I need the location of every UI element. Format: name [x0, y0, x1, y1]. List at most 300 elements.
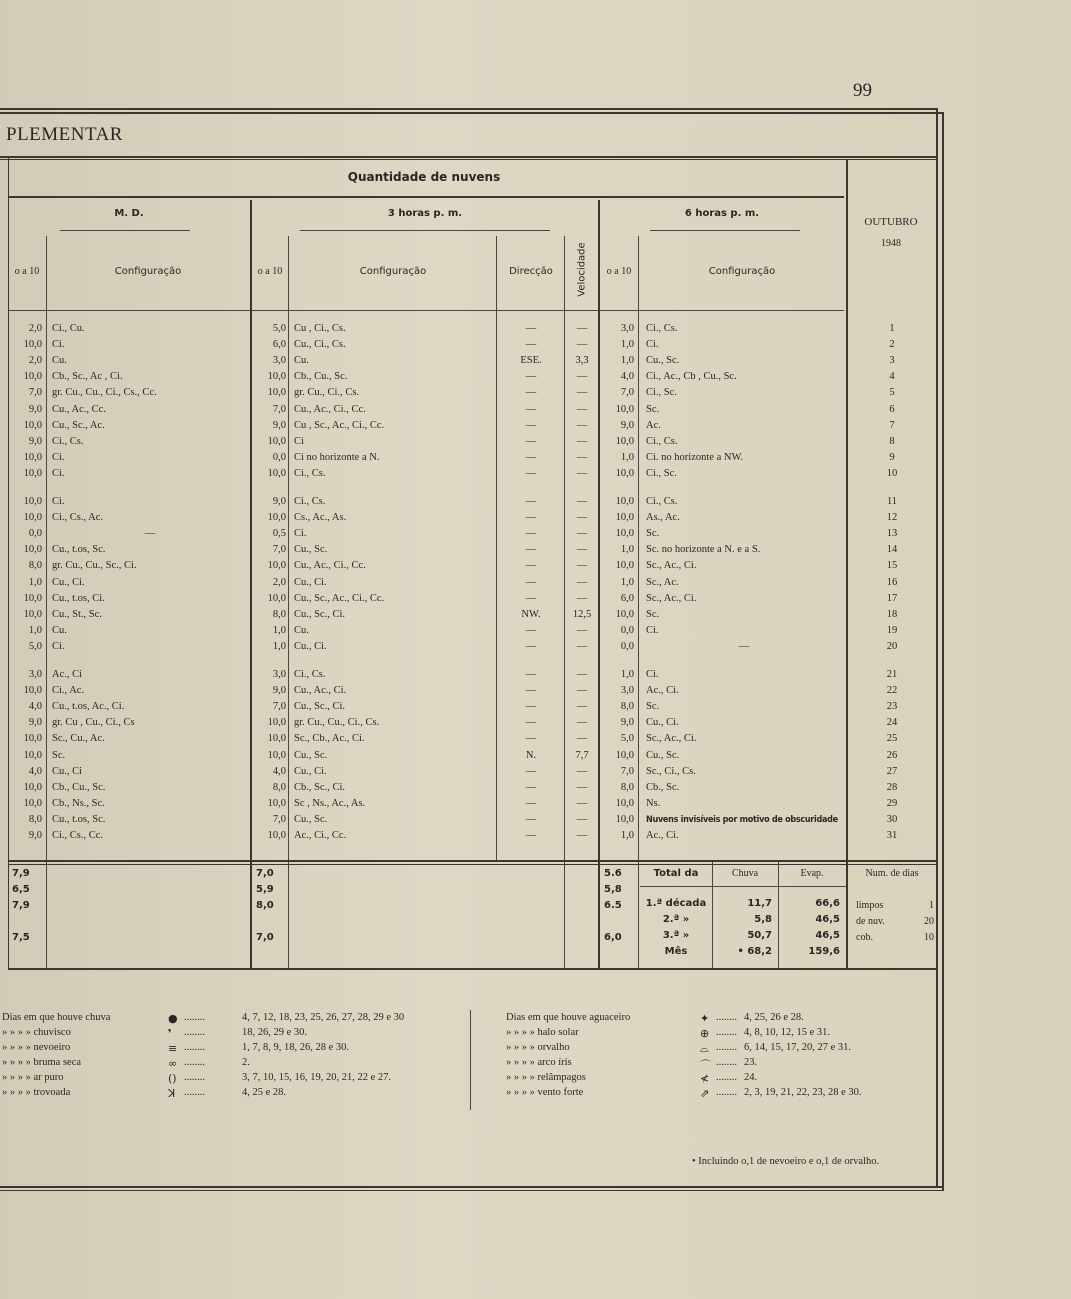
totals-bottom-rule — [8, 968, 936, 970]
day-number: 17 — [886, 592, 898, 604]
p6-config: Sc. — [646, 528, 660, 540]
p3-config: Cu., Ci. — [294, 640, 327, 652]
leader-dots: ........ — [716, 1042, 737, 1053]
legend-symbol-icon: ⊕ — [700, 1027, 710, 1040]
md-value: 10,0 — [23, 749, 42, 761]
p3-value: 7,0 — [272, 403, 286, 415]
p3-config: Cu. — [294, 355, 309, 367]
direction: — — [525, 813, 537, 825]
totals-top-rule — [8, 860, 936, 862]
p3-header: 3 horas p. m. — [387, 208, 463, 219]
direction: — — [525, 323, 537, 334]
md-value: 10,0 — [23, 544, 42, 556]
footnote: • Incluindo o,1 de nevoeiro e o,1 de orvalho. — [692, 1156, 880, 1167]
p6-value: 1,0 — [620, 544, 634, 556]
velocity: 3,3 — [575, 355, 589, 367]
p3-config: Sc , Ns., Ac., As. — [294, 797, 366, 809]
chuva-header: Chuva — [731, 868, 759, 879]
velocity: — — [576, 813, 588, 825]
p3-config: Cu., Sc. — [294, 749, 328, 761]
period-chuva: 11,7 — [747, 898, 772, 909]
direction: — — [525, 467, 537, 479]
p6-config: Sc. — [646, 403, 660, 415]
days-label: cob. — [856, 932, 873, 943]
md-config: gr. Cu , Cu., Ci., Cs — [52, 717, 135, 729]
legend-label: » » » » halo solar — [506, 1027, 579, 1038]
day-number: 22 — [886, 685, 898, 697]
velocity: — — [576, 339, 588, 351]
p6-config: Sc. — [646, 701, 660, 713]
p3-config: Cb., Sc., Ci. — [294, 781, 346, 793]
day-number: 25 — [886, 733, 898, 745]
direction: — — [525, 339, 537, 351]
md-config: gr. Cu., Cu., Sc., Ci. — [52, 560, 137, 572]
legend-label: » » » » nevoeiro — [2, 1042, 71, 1053]
p6-value: 10,0 — [615, 403, 634, 415]
p6-total: 5,8 — [604, 884, 622, 895]
velocity: — — [576, 781, 588, 793]
md-config: Ci., Cu. — [52, 323, 85, 334]
md-config: Cu., t.os, Ci. — [52, 592, 105, 604]
p6-value: 1,0 — [620, 576, 634, 588]
period-evap: 66,6 — [815, 898, 840, 909]
velocity: — — [576, 797, 588, 809]
velocity: — — [576, 685, 588, 697]
legend-days: 4, 7, 12, 18, 23, 25, 26, 27, 28, 29 e 30 — [242, 1012, 405, 1023]
p6-value: 6,0 — [620, 592, 634, 604]
day-number: 2 — [889, 339, 895, 351]
p3-value: 10,0 — [267, 560, 286, 572]
p3-value: 10,0 — [267, 512, 286, 524]
bottom-rule — [0, 1186, 944, 1188]
legend-label: » » » » vento forte — [506, 1087, 584, 1098]
day-number: 19 — [886, 624, 898, 636]
p3-config: Ac., Ci., Cc. — [294, 830, 347, 841]
legend-label: » » » » ar puro — [2, 1072, 64, 1083]
legend-label: » » » » relâmpagos — [506, 1072, 586, 1083]
velocity: 12,5 — [572, 608, 592, 620]
velocity: — — [576, 387, 588, 399]
p6-value: 10,0 — [615, 467, 634, 479]
direction: — — [525, 496, 537, 507]
md-total: 7,9 — [12, 868, 30, 879]
p3-config: gr. Cu., Ci., Cs. — [294, 387, 360, 399]
md-value: 9,0 — [28, 830, 42, 841]
p6-config: Cu., Ci. — [646, 717, 679, 729]
day-number: 15 — [886, 560, 898, 572]
p6-value: 1,0 — [620, 669, 634, 680]
p3-value: 10,0 — [267, 733, 286, 745]
p3-config-header: Configuração — [359, 266, 427, 277]
p6-value: 7,0 — [620, 765, 634, 777]
p3-config: Ci., Cs. — [294, 467, 326, 479]
legend-symbol-icon: ⇗ — [700, 1087, 710, 1100]
days-header: Num. de dias — [865, 868, 919, 879]
md-value: 10,0 — [23, 685, 42, 697]
leader-dots: ........ — [716, 1012, 737, 1023]
p3-value: 9,0 — [272, 496, 286, 507]
direction: NW. — [521, 608, 541, 620]
page-title: PLEMENTAR — [6, 124, 123, 145]
p6-config: Ci., Cs. — [646, 323, 678, 334]
p6-value: 10,0 — [615, 528, 634, 540]
direction: — — [525, 576, 537, 588]
legend-label: » » » » bruma seca — [2, 1057, 82, 1068]
period-label: Mês — [664, 946, 688, 957]
p3-value: 10,0 — [267, 717, 286, 729]
direction: — — [525, 435, 537, 447]
md-config: Ci. — [52, 467, 65, 479]
velocity-label: Velocidade — [576, 242, 588, 297]
velocity: — — [576, 451, 588, 463]
leader-dots: ........ — [184, 1042, 205, 1053]
md-config: — — [144, 528, 156, 540]
p6-config: Sc., Ac., Ci. — [646, 560, 697, 572]
p6-total: 6.5 — [604, 900, 622, 911]
legend-days: 2, 3, 19, 21, 22, 23, 28 e 30. — [744, 1087, 862, 1098]
legend-symbol-icon: ∞ — [168, 1057, 178, 1070]
day-number: 5 — [889, 387, 895, 399]
rain-header: Total da — [653, 868, 699, 879]
p6-value: 10,0 — [615, 608, 634, 620]
p3-value: 10,0 — [267, 387, 286, 399]
p3-value: 10,0 — [267, 797, 286, 809]
direction: — — [525, 371, 537, 383]
day-number: 8 — [889, 435, 895, 447]
velocity: — — [576, 830, 588, 841]
velocity: — — [576, 701, 588, 713]
md-total: 7,9 — [12, 900, 30, 911]
p3-config: Ci — [294, 435, 304, 447]
md-config: Ci., Cs. — [52, 435, 84, 447]
md-config: Ci., Cs., Ac. — [52, 512, 104, 524]
p3-total: 7,0 — [256, 932, 274, 943]
md-config: Sc., Cu., Ac. — [52, 733, 105, 745]
p6-value: 3,0 — [620, 685, 634, 697]
p3-config: Cu., Sc., Ci. — [294, 608, 346, 620]
md-brace — [60, 230, 190, 231]
p3-value: 7,0 — [272, 701, 286, 713]
md-value: 4,0 — [28, 765, 42, 777]
bottom-rule-2 — [0, 1190, 944, 1191]
direction: — — [525, 781, 537, 793]
legend-days: 23. — [744, 1057, 758, 1068]
velocity: — — [576, 512, 588, 524]
direction: — — [525, 512, 537, 524]
period-label: 3.ª » — [662, 930, 690, 941]
day-number: 26 — [886, 749, 898, 761]
p3-value: 1,0 — [272, 640, 286, 652]
p3-config: Cu., Sc. — [294, 544, 328, 556]
p3-config: Cs., Ac., As. — [294, 512, 347, 524]
p6-config: Ci., Cs. — [646, 435, 678, 447]
days-label: de nuv. — [856, 916, 885, 927]
legend-divider — [470, 1010, 471, 1110]
velocity: — — [576, 323, 588, 334]
p6-value: 9,0 — [620, 717, 634, 729]
p3-config: Cu., Ci. — [294, 765, 327, 777]
p6-value: 10,0 — [615, 797, 634, 809]
days-value: 1 — [929, 900, 934, 911]
p3-scale-header: o a 10 — [257, 266, 283, 277]
velocity: — — [576, 669, 588, 680]
day-number: 30 — [886, 813, 898, 825]
p6-value: 8,0 — [620, 701, 634, 713]
md-value: 10,0 — [23, 467, 42, 479]
md-value: 9,0 — [28, 435, 42, 447]
direction: — — [525, 387, 537, 399]
period-chuva: 50,7 — [747, 930, 772, 941]
p3-value: 10,0 — [267, 592, 286, 604]
legend-label: » » » » arco íris — [506, 1057, 572, 1068]
period-label: 2.ª » — [662, 914, 690, 925]
velocity: — — [576, 592, 588, 604]
legend-days: 1, 7, 8, 9, 18, 26, 28 e 30. — [242, 1042, 350, 1053]
right-border — [936, 108, 938, 1188]
md-value: 10,0 — [23, 781, 42, 793]
md-value: 1,0 — [28, 576, 42, 588]
md-config: Cu. — [52, 355, 67, 367]
legend-label: Dias em que houve chuva — [2, 1012, 111, 1023]
p6-config: Ci. — [646, 669, 659, 680]
legend-symbol-icon: () — [168, 1072, 177, 1085]
p6-value: 10,0 — [615, 496, 634, 507]
p6-config: Ci., Ac., Cb , Cu., Sc. — [646, 371, 737, 383]
md-value: 10,0 — [23, 496, 42, 507]
p6-value: 0,0 — [620, 624, 634, 636]
legend-symbol-icon: ● — [168, 1012, 178, 1025]
period-chuva: • 68,2 — [737, 946, 772, 957]
p6-config: Ci. — [646, 624, 659, 636]
velocity: — — [576, 496, 588, 507]
direction-header: Direcção — [509, 266, 553, 277]
legend-symbol-icon: ≡ — [168, 1042, 178, 1055]
legend-symbol-icon: ❜ — [168, 1027, 172, 1040]
md-config: Cu., St., Sc. — [52, 608, 102, 620]
day-number: 12 — [886, 512, 898, 524]
top-rule — [0, 108, 936, 110]
direction: — — [525, 669, 537, 680]
md-value: 10,0 — [23, 419, 42, 431]
p6-value: 1,0 — [620, 355, 634, 367]
p6-config: Cu., Sc. — [646, 355, 680, 367]
vline-4 — [496, 236, 497, 862]
md-config: Ci., Ac. — [52, 685, 85, 697]
p3-value: 8,0 — [272, 608, 286, 620]
p3-value: 5,0 — [272, 323, 286, 334]
md-config: Cu., t.os, Sc. — [52, 544, 106, 556]
p6-config: Ci., Cs. — [646, 496, 678, 507]
md-value: 5,0 — [28, 640, 42, 652]
day-number: 20 — [886, 640, 898, 652]
p3-config: Cb., Cu., Sc. — [294, 371, 348, 383]
direction: — — [525, 830, 537, 841]
direction: — — [525, 560, 537, 572]
p6-config: Sc., Ci., Cs. — [646, 765, 696, 777]
day-number: 4 — [889, 371, 895, 383]
md-total: 6,5 — [12, 884, 30, 895]
period-label: 1.ª década — [645, 898, 707, 909]
legend-days: 4, 25 e 28. — [242, 1087, 287, 1098]
day-number: 21 — [886, 669, 898, 680]
period-evap: 46,5 — [815, 914, 840, 925]
p3-value: 7,0 — [272, 813, 286, 825]
p6-total: 6,0 — [604, 932, 622, 943]
md-value: 10,0 — [23, 339, 42, 351]
p6-value: 4,0 — [620, 371, 634, 383]
p3-config: Ci., Cs. — [294, 496, 326, 507]
legend-symbol-icon: ꓘ — [168, 1087, 176, 1100]
velocity: — — [576, 371, 588, 383]
p3-value: 10,0 — [267, 435, 286, 447]
p3-value: 4,0 — [272, 765, 286, 777]
velocity: — — [576, 403, 588, 415]
p3-value: 7,0 — [272, 544, 286, 556]
day-number: 13 — [886, 528, 898, 540]
direction: — — [525, 701, 537, 713]
day-number: 31 — [886, 830, 898, 841]
p6-brace — [650, 230, 800, 231]
p3-value: 8,0 — [272, 781, 286, 793]
velocity: — — [576, 544, 588, 556]
md-config: Ci. — [52, 496, 65, 507]
md-config: gr. Cu., Cu., Ci., Cs., Cc. — [52, 387, 157, 399]
velocity: — — [576, 560, 588, 572]
day-number: 1 — [889, 323, 895, 334]
table-top-rule — [0, 156, 936, 158]
direction: — — [525, 592, 537, 604]
month-header: OUTUBRO — [864, 216, 918, 228]
p3-value: 10,0 — [267, 749, 286, 761]
p3-total: 7,0 — [256, 868, 274, 879]
days-label: limpos — [856, 900, 884, 911]
p3-value: 10,0 — [267, 371, 286, 383]
p3-config: Sc., Cb., Ac., Ci. — [294, 733, 365, 745]
md-value: 2,0 — [28, 323, 42, 334]
legend-days: 4, 25, 26 e 28. — [744, 1012, 804, 1023]
p3-config: Cu., Ac., Ci., Cc. — [294, 403, 366, 415]
p3-brace — [300, 230, 550, 231]
p3-config: Cu , Sc., Ac., Ci., Cc. — [294, 419, 385, 431]
p3-value: 9,0 — [272, 685, 286, 697]
velocity: — — [576, 717, 588, 729]
legend-label: » » » » orvalho — [506, 1042, 570, 1053]
p3-total: 8,0 — [256, 900, 274, 911]
direction: N. — [525, 749, 537, 761]
p6-config: Sc., Ac. — [646, 576, 679, 588]
p3-value: 0,5 — [272, 528, 286, 540]
p6-config: Nuvens invisíveis por motivo de obscuridade — [646, 814, 838, 825]
direction: — — [525, 451, 537, 463]
md-value: 10,0 — [23, 592, 42, 604]
md-total: 7,5 — [12, 932, 30, 943]
p3-config: Cu., Sc. — [294, 813, 328, 825]
totals-sub-rule — [640, 886, 846, 887]
p3-value: 10,0 — [267, 467, 286, 479]
legend-symbol-icon: ⌓ — [700, 1042, 709, 1055]
day-number: 7 — [889, 419, 895, 431]
md-value: 10,0 — [23, 733, 42, 745]
md-config: Cu., Ac., Cc. — [52, 403, 106, 415]
p6-config: Sc., Ac., Ci. — [646, 592, 697, 604]
direction: — — [525, 733, 537, 745]
p3-config: Cu., Sc., Ac., Ci., Cc. — [294, 592, 385, 604]
md-value: 8,0 — [28, 560, 42, 572]
days-value: 10 — [924, 932, 934, 943]
md-value: 10,0 — [23, 451, 42, 463]
day-number: 3 — [889, 355, 895, 367]
md-value: 4,0 — [28, 701, 42, 713]
p6-value: 7,0 — [620, 387, 634, 399]
p6-config: Ci. no horizonte a NW. — [646, 451, 744, 463]
day-number: 28 — [886, 781, 898, 793]
md-config: Cu., Ci — [52, 765, 83, 777]
velocity: — — [576, 640, 588, 652]
velocity: — — [576, 528, 588, 540]
leader-dots: ........ — [184, 1072, 205, 1083]
p6-value: 10,0 — [615, 813, 634, 825]
leader-dots: ........ — [184, 1057, 205, 1068]
leader-dots: ........ — [716, 1027, 737, 1038]
legend-days: 6, 14, 15, 17, 20, 27 e 31. — [744, 1042, 852, 1053]
legend-days: 3, 7, 10, 15, 16, 19, 20, 21, 22 e 27. — [242, 1072, 392, 1083]
direction: ESE. — [520, 355, 542, 367]
p3-value: 2,0 — [272, 576, 286, 588]
md-config: Cb., Cu., Sc. — [52, 781, 106, 793]
velocity: — — [576, 733, 588, 745]
p3-config: Cu., Ci. — [294, 576, 327, 588]
md-config: Cu., t.os, Sc. — [52, 813, 106, 825]
p3-value: 0,0 — [272, 451, 286, 463]
p6-config: Cu., Sc. — [646, 749, 680, 761]
md-header: M. D. — [114, 208, 144, 219]
md-value: 2,0 — [28, 355, 42, 367]
table-top-rule-2 — [0, 159, 936, 160]
p6-value: 3,0 — [620, 323, 634, 334]
p6-total: 5.6 — [604, 868, 622, 879]
page-number: 99 — [853, 80, 872, 101]
legend-days: 18, 26, 29 e 30. — [242, 1027, 308, 1038]
md-config: Ci. — [52, 451, 65, 463]
p6-value: 8,0 — [620, 781, 634, 793]
direction: — — [525, 797, 537, 809]
p3-config: Cu., Sc., Ci. — [294, 701, 346, 713]
day-number: 18 — [886, 608, 898, 620]
p3-config: Ci no horizonte a N. — [294, 451, 380, 463]
p6-scale-header: o a 10 — [606, 266, 632, 277]
md-config: Cu., Ci. — [52, 576, 85, 588]
day-number: 11 — [886, 496, 898, 507]
leader-dots: ........ — [184, 1087, 205, 1098]
vline-chuva — [712, 862, 713, 970]
velocity-header — [566, 240, 598, 300]
p6-value: 10,0 — [615, 435, 634, 447]
day-number: 16 — [886, 576, 898, 588]
p6-config: Ns. — [646, 797, 661, 809]
direction: — — [525, 528, 537, 540]
p3-config: Cu., Ci., Cs. — [294, 339, 346, 351]
p6-config: As., Ac. — [646, 512, 680, 524]
p6-config: Ac. — [646, 419, 661, 431]
p3-config: Cu , Ci., Cs. — [294, 323, 346, 334]
p6-value: 1,0 — [620, 451, 634, 463]
md-config: Cu., Sc., Ac. — [52, 419, 105, 431]
p6-value: 0,0 — [620, 640, 634, 652]
p6-value: 10,0 — [615, 512, 634, 524]
p3-value: 3,0 — [272, 355, 286, 367]
day-number: 6 — [889, 403, 895, 415]
legend-days: 2. — [242, 1057, 250, 1068]
